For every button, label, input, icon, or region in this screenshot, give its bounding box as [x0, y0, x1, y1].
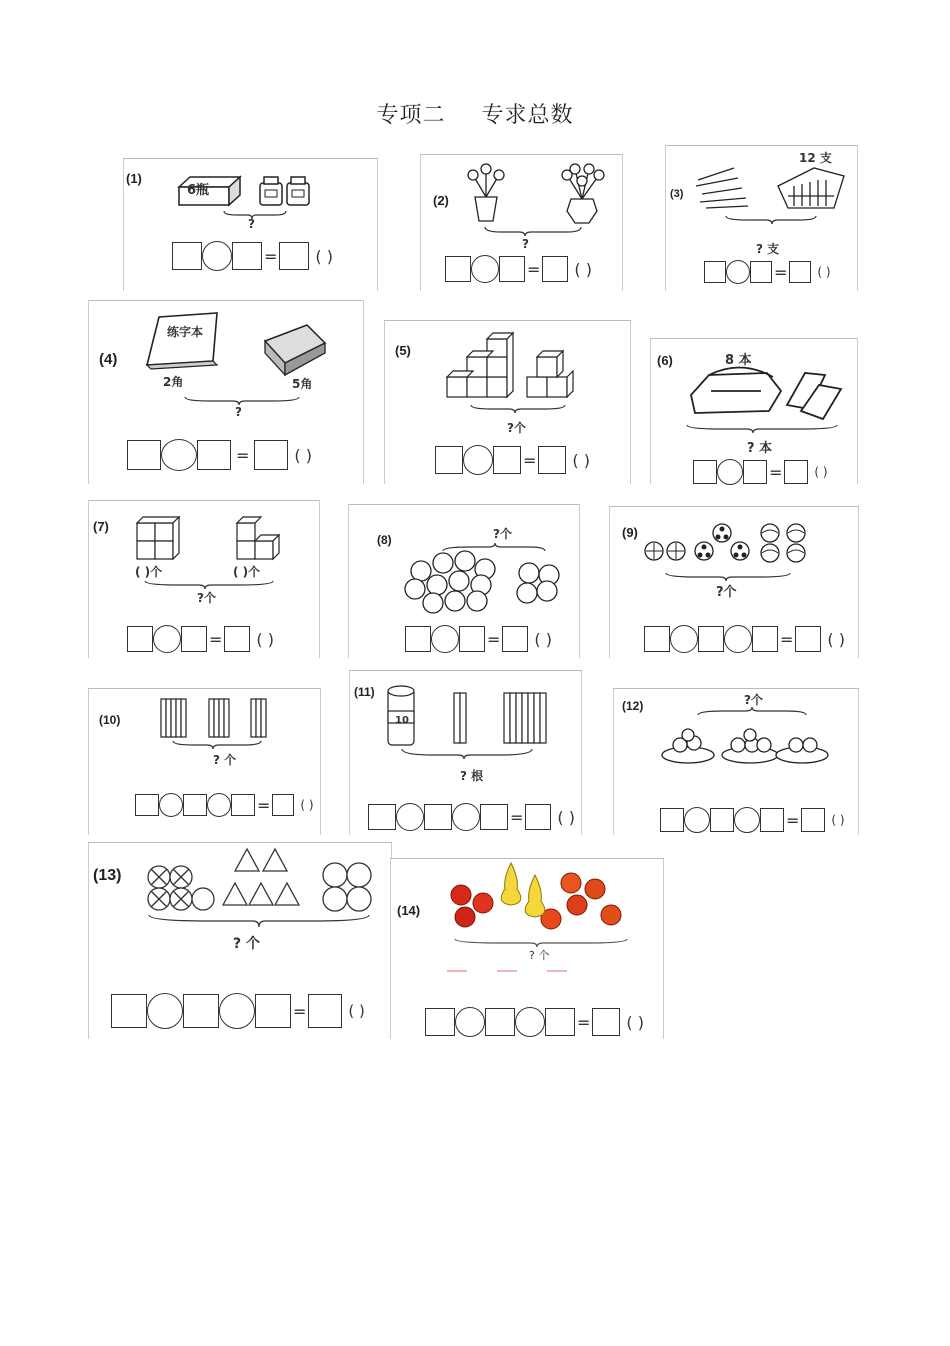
operator-circle[interactable] [734, 807, 760, 833]
problem-label: (7) [93, 519, 109, 534]
operator-circle[interactable] [463, 445, 493, 475]
answer-equation [704, 260, 831, 284]
result-box[interactable] [795, 626, 821, 652]
equals-sign: = [264, 246, 278, 266]
equals-sign: = [257, 795, 271, 815]
operator-circle[interactable] [455, 1007, 485, 1037]
equals-sign: = [527, 259, 541, 279]
book-title: 练字本 [167, 325, 204, 339]
result-box[interactable] [784, 460, 808, 484]
answer-box[interactable] [232, 242, 262, 270]
answer-equation [127, 625, 274, 653]
answer-box[interactable] [459, 626, 485, 652]
problem-label: (3) [670, 188, 684, 200]
operator-circle[interactable] [471, 255, 499, 283]
answer-equation [644, 625, 845, 653]
question-label: ?个 [493, 527, 512, 541]
equals-sign: = [293, 1001, 307, 1021]
operator-circle[interactable] [202, 241, 232, 271]
question-label: ?个 [197, 591, 216, 605]
equals-sign: = [510, 807, 524, 827]
problem-label: (11) [354, 685, 375, 699]
answer-box[interactable] [425, 1008, 455, 1036]
equals-sign: = [774, 262, 788, 282]
result-box[interactable] [542, 256, 568, 282]
operator-circle[interactable] [684, 807, 710, 833]
operator-circle[interactable] [159, 793, 183, 817]
problem-label: (4) [99, 351, 118, 368]
answer-box[interactable] [493, 446, 521, 474]
answer-equation [445, 255, 592, 283]
given-count: 8 本 [725, 353, 752, 368]
result-box[interactable] [279, 242, 309, 270]
problem-label: (2) [433, 193, 449, 208]
equals-sign: = [236, 445, 250, 465]
operator-circle[interactable] [207, 793, 231, 817]
problem-14 [390, 858, 664, 1039]
problem-11 [349, 670, 582, 835]
unit-parens[interactable]: ( ) [256, 629, 274, 649]
answer-box[interactable] [499, 256, 525, 282]
result-box[interactable] [224, 626, 250, 652]
problem-label: (5) [395, 343, 411, 358]
operator-circle[interactable] [153, 625, 181, 653]
answer-box[interactable] [127, 626, 153, 652]
answer-box[interactable] [750, 261, 772, 283]
problem-13 [88, 842, 392, 1039]
unit-parens[interactable]: ( ) [300, 798, 314, 812]
unit-parens[interactable]: ( ) [534, 629, 552, 649]
answer-equation [111, 993, 365, 1029]
question-label: ?个 [744, 693, 763, 707]
answer-box[interactable] [181, 626, 207, 652]
result-box[interactable] [592, 1008, 620, 1036]
answer-box[interactable] [424, 804, 452, 830]
answer-equation [660, 807, 845, 833]
unit-parens[interactable]: ( ) [572, 450, 590, 470]
unit-parens[interactable]: ( ) [348, 1002, 365, 1020]
equals-sign: = [769, 462, 783, 482]
answer-box[interactable] [231, 794, 255, 816]
bundle-label: 10 [395, 715, 409, 726]
problem-label: (12) [622, 699, 644, 713]
problem-3 [665, 145, 858, 291]
answer-box[interactable] [760, 808, 784, 832]
result-box[interactable] [525, 804, 551, 830]
equals-sign: = [786, 810, 800, 830]
operator-circle[interactable] [724, 625, 752, 653]
result-box[interactable] [502, 626, 528, 652]
question-label: ? 个 [233, 936, 260, 952]
problem-label: (6) [657, 353, 673, 368]
title-part-1: 专项二 [376, 103, 446, 128]
left-price: 2角 [163, 375, 184, 389]
answer-equation [368, 803, 575, 831]
operator-circle[interactable] [670, 625, 698, 653]
answer-equation [172, 241, 333, 271]
question-label: ?个 [716, 585, 737, 600]
problem-label: (9) [622, 525, 638, 540]
question-label: ? 支 [756, 242, 780, 256]
operator-circle[interactable] [147, 993, 183, 1029]
unit-parens[interactable]: ( ) [574, 259, 592, 279]
answer-box[interactable] [111, 994, 147, 1028]
right-blank[interactable]: ( )个 [233, 565, 261, 579]
problem-12 [613, 688, 859, 835]
title-part-2: 专求总数 [481, 103, 574, 128]
problem-8 [348, 504, 580, 658]
unit-parens[interactable]: ( ) [557, 807, 575, 827]
problem-7 [88, 500, 320, 658]
equals-sign: = [577, 1012, 591, 1032]
problem-label: (10) [99, 713, 121, 727]
right-price: 5角 [292, 377, 313, 391]
answer-box[interactable] [183, 794, 207, 816]
question-label: ? 本 [747, 441, 773, 456]
answer-box[interactable] [752, 626, 778, 652]
problem-9 [609, 506, 859, 658]
answer-box[interactable] [545, 1008, 575, 1036]
operator-circle[interactable] [452, 803, 480, 831]
unit-parens[interactable]: ( ) [315, 246, 333, 266]
equals-sign: = [523, 450, 537, 470]
answer-box[interactable] [183, 994, 219, 1028]
answer-box[interactable] [485, 1008, 515, 1036]
page-title [0, 98, 950, 129]
result-box[interactable] [254, 440, 288, 470]
operator-circle[interactable] [396, 803, 424, 831]
operator-circle[interactable] [726, 260, 750, 284]
left-blank[interactable]: ( )个 [135, 565, 163, 579]
box-label: 6瓶 [187, 183, 210, 198]
question-label: ? 根 [460, 769, 484, 783]
problem-label: (14) [397, 903, 421, 918]
operator-circle[interactable] [161, 439, 197, 471]
question-label: ? 个 [213, 753, 237, 767]
answer-box[interactable] [644, 626, 670, 652]
result-box[interactable] [272, 794, 294, 816]
answer-box[interactable] [480, 804, 508, 830]
result-box[interactable] [308, 994, 342, 1028]
given-count: 12 支 [799, 151, 832, 165]
problem-5 [384, 320, 631, 484]
problem-label: (13) [93, 867, 122, 884]
equals-sign: = [209, 629, 223, 649]
operator-circle[interactable] [219, 993, 255, 1029]
unit-parens[interactable]: ( ) [626, 1012, 644, 1032]
answer-box[interactable] [435, 446, 463, 474]
answer-equation [135, 793, 314, 817]
answer-equation [435, 445, 590, 475]
result-box[interactable] [801, 808, 825, 832]
answer-equation [425, 1007, 644, 1037]
answer-box[interactable] [704, 261, 726, 283]
answer-box[interactable] [135, 794, 159, 816]
answer-box[interactable] [127, 440, 161, 470]
equals-sign: = [780, 629, 794, 649]
answer-box[interactable] [743, 460, 767, 484]
answer-equation [693, 459, 828, 485]
result-box[interactable] [789, 261, 811, 283]
answer-box[interactable] [368, 804, 396, 830]
unit-parens[interactable]: ( ) [831, 813, 845, 827]
answer-box[interactable] [698, 626, 724, 652]
answer-box[interactable] [197, 440, 231, 470]
problem-1 [123, 158, 378, 291]
answer-box[interactable] [255, 994, 291, 1028]
answer-box[interactable] [693, 460, 717, 484]
question-label: ? [522, 237, 529, 251]
unit-parens[interactable]: ( ) [827, 629, 845, 649]
problem-6 [650, 338, 858, 484]
operator-circle[interactable] [717, 459, 743, 485]
question-label: ? [248, 217, 255, 231]
equals-sign: = [487, 629, 501, 649]
problem-4 [88, 300, 364, 484]
answer-box[interactable] [172, 242, 202, 270]
answer-equation [405, 625, 552, 653]
unit-parens[interactable]: ( ) [817, 265, 831, 279]
operator-circle[interactable] [431, 625, 459, 653]
problem-label: (1) [126, 171, 142, 186]
answer-box[interactable] [660, 808, 684, 832]
problem-label: (8) [377, 533, 392, 547]
unit-parens[interactable]: ( ) [294, 445, 312, 465]
answer-equation [127, 439, 312, 471]
operator-circle[interactable] [515, 1007, 545, 1037]
result-box[interactable] [538, 446, 566, 474]
question-label: ?个 [507, 421, 526, 435]
question-label: ? 个 [529, 949, 550, 962]
answer-box[interactable] [445, 256, 471, 282]
unit-parens[interactable]: ( ) [814, 465, 828, 479]
answer-box[interactable] [710, 808, 734, 832]
question-label: ? [235, 405, 242, 419]
answer-box[interactable] [405, 626, 431, 652]
problem-2 [420, 154, 623, 291]
problem-10 [88, 688, 321, 835]
